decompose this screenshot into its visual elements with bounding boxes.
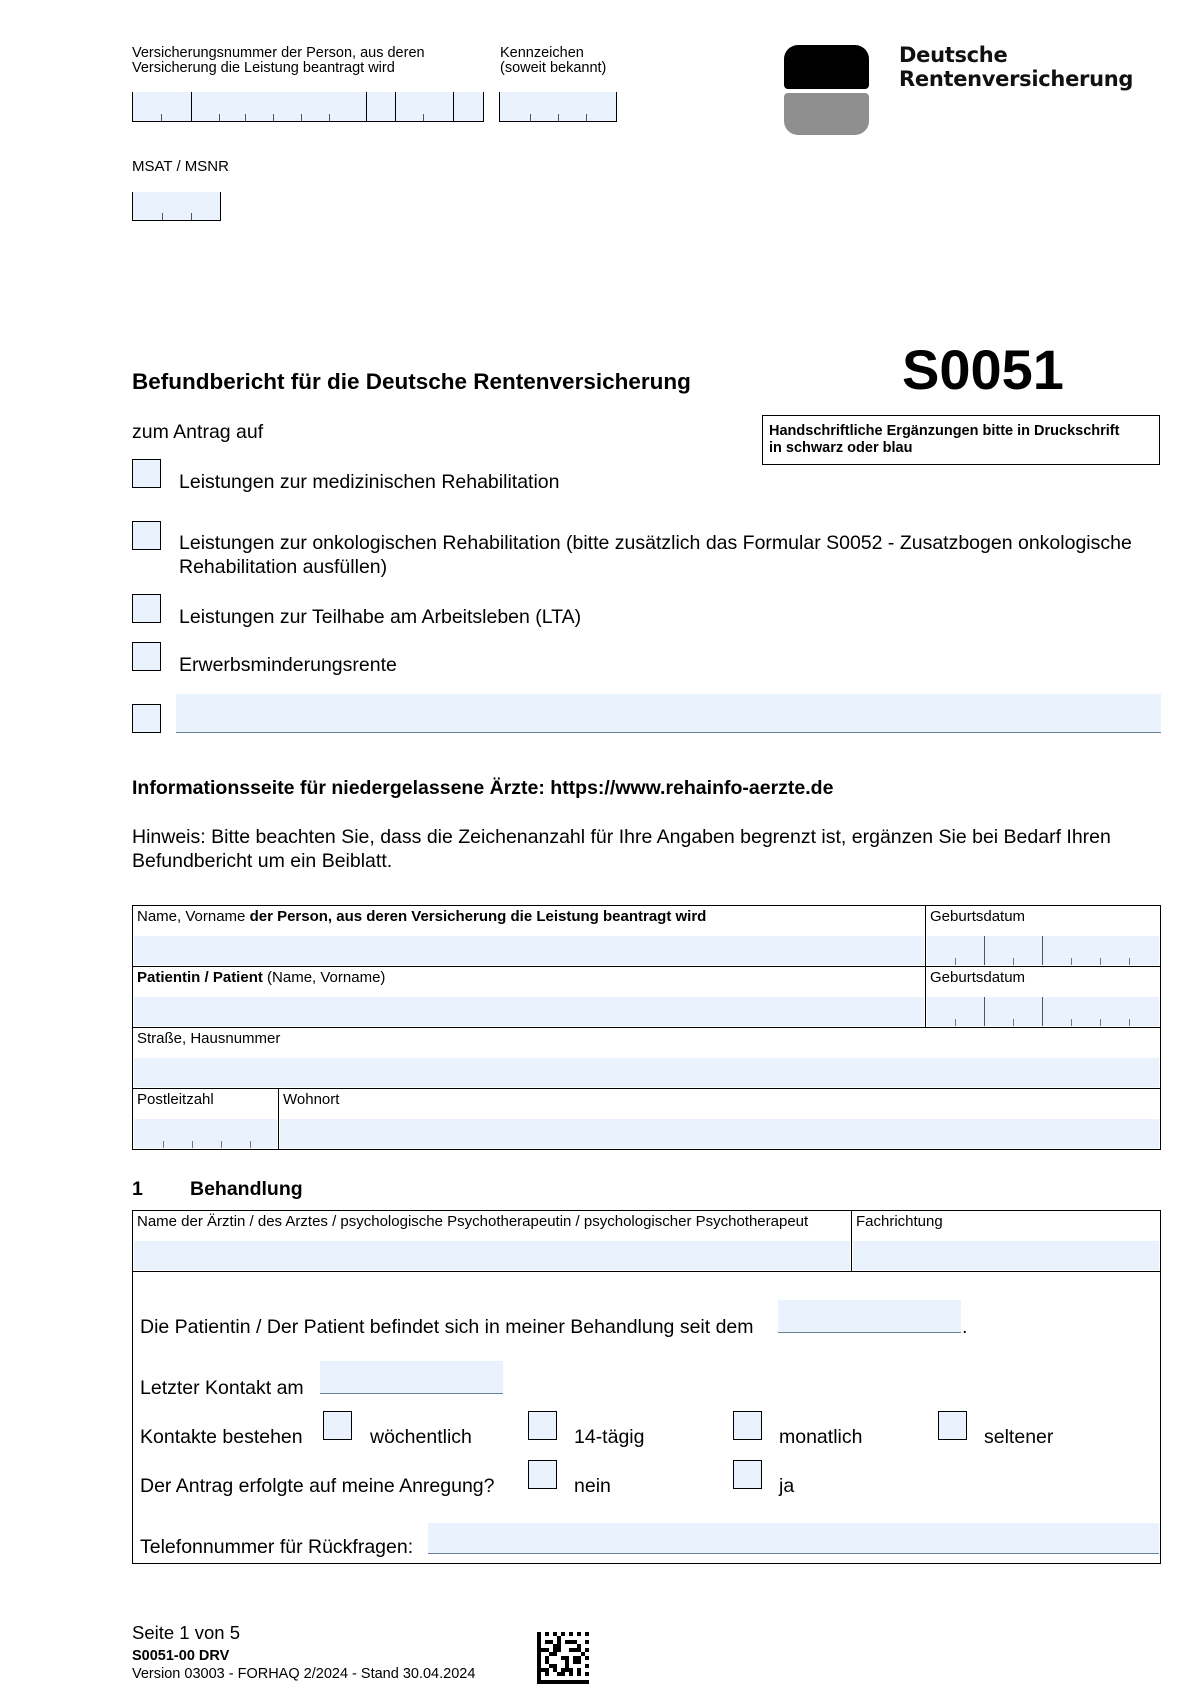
label-medical-rehab: Leistungen zur medizinischen Rehabilitation xyxy=(179,471,560,493)
patient-birthdate-field[interactable] xyxy=(927,997,1159,1026)
patient-name-field[interactable] xyxy=(134,997,924,1026)
insured-name-label-plain: Name, Vorname xyxy=(137,908,250,925)
doctor-label: Name der Ärztin / des Arztes / psychologische Psychotherapeutin / psychologischer Psychotherapeut xyxy=(137,1213,809,1230)
hint-text xyxy=(132,825,1111,873)
other-application-field[interactable] xyxy=(176,694,1161,733)
city-field[interactable] xyxy=(280,1119,1159,1148)
checkbox-disability-pension[interactable] xyxy=(132,642,161,671)
version-info: Version 03003 - FORHAQ 2/2024 - Stand 30.04.2024 xyxy=(132,1666,476,1682)
contacts-label: Kontakte bestehen xyxy=(140,1426,303,1448)
patient-birthdate-label: Geburtsdatum xyxy=(930,969,1026,986)
phone-field[interactable] xyxy=(428,1523,1159,1554)
person-table xyxy=(132,905,1161,1150)
patient-label-bold: Patientin / Patient xyxy=(137,969,263,986)
subtitle: zum Antrag auf xyxy=(132,421,264,443)
street-field[interactable] xyxy=(134,1058,1159,1087)
street-label: Straße, Hausnummer xyxy=(137,1030,281,1047)
kennzeichen-label-line1: Kennzeichen xyxy=(500,45,584,61)
label-oncology-line1: Leistungen zur onkologischen Rehabilitation (bitte zusätzlich das Formular S0052 - Zusatzbogen onkologische xyxy=(179,532,1132,554)
insurance-number-label-line2: Versicherung die Leistung beantragt wird xyxy=(132,60,395,76)
zip-field[interactable] xyxy=(134,1119,277,1148)
checkbox-yes[interactable] xyxy=(733,1460,762,1489)
logo-black-shape xyxy=(784,45,869,89)
checkbox-biweekly[interactable] xyxy=(528,1411,557,1440)
last-contact-field[interactable] xyxy=(320,1361,503,1394)
logo-wordmark xyxy=(899,43,1133,91)
suggestion-label: Der Antrag erfolgte auf meine Anregung? xyxy=(140,1475,495,1497)
datamatrix-code-icon xyxy=(537,1632,589,1684)
checkbox-weekly[interactable] xyxy=(323,1411,352,1440)
insurance-number-field[interactable] xyxy=(132,92,484,122)
treatment-since-label: Die Patientin / Der Patient befindet sich in meiner Behandlung seit dem xyxy=(140,1316,754,1338)
patient-label xyxy=(137,970,385,986)
form-id: S0051-00 DRV xyxy=(132,1648,230,1664)
last-contact-label: Letzter Kontakt am xyxy=(140,1377,304,1399)
section1-title: Behandlung xyxy=(190,1178,303,1200)
insured-name-label-bold: der Person, aus deren Versicherung die Leistung beantragt wird xyxy=(249,908,707,925)
treatment-since-field[interactable] xyxy=(778,1300,961,1333)
specialty-label: Fachrichtung xyxy=(856,1213,943,1230)
handwriting-note-line1: Handschriftliche Ergänzungen bitte in Druckschrift xyxy=(769,423,1120,439)
kennzeichen-label-line2: (soweit bekannt) xyxy=(500,60,607,76)
insured-name-field[interactable] xyxy=(134,936,924,965)
city-label: Wohnort xyxy=(283,1091,340,1108)
insured-name-label xyxy=(137,909,706,925)
label-oncology-line2: Rehabilitation ausfüllen) xyxy=(179,556,388,578)
insurance-number-label-line1: Versicherungsnummer der Person, aus deren xyxy=(132,45,425,61)
label-lta: Leistungen zur Teilhabe am Arbeitsleben (LTA) xyxy=(179,606,582,628)
treatment-table xyxy=(132,1210,1161,1564)
logo-line1: Deutsche xyxy=(899,43,1008,67)
msat-field[interactable] xyxy=(132,192,221,221)
info-link[interactable]: Informationsseite für niedergelassene Ärzte: https://www.rehainfo-aerzte.de xyxy=(132,777,834,799)
checkbox-other[interactable] xyxy=(132,704,161,733)
checkbox-no[interactable] xyxy=(528,1460,557,1489)
section1-number: 1 xyxy=(132,1178,143,1200)
page-number: Seite 1 von 5 xyxy=(132,1622,240,1643)
treatment-since-suffix: . xyxy=(962,1316,968,1338)
handwriting-note xyxy=(762,415,1160,465)
label-less-often: seltener xyxy=(984,1426,1054,1448)
kennzeichen-label xyxy=(500,46,606,76)
checkbox-oncology-rehab[interactable] xyxy=(132,521,161,550)
label-no: nein xyxy=(574,1475,611,1497)
form-code: S0051 xyxy=(902,338,1064,401)
insured-birthdate-label: Geburtsdatum xyxy=(930,908,1026,925)
zip-label: Postleitzahl xyxy=(137,1091,214,1108)
kennzeichen-field[interactable] xyxy=(499,92,617,122)
checkbox-medical-rehab[interactable] xyxy=(132,459,161,488)
handwriting-note-line2: in schwarz oder blau xyxy=(769,440,913,456)
label-oncology-rehab xyxy=(179,531,1132,579)
hint-line1: Hinweis: Bitte beachten Sie, dass die Zeichenanzahl für Ihre Angaben begrenzt ist, ergänzen Sie bei Bedarf Ihren xyxy=(132,826,1111,848)
page-title: Befundbericht für die Deutsche Rentenversicherung xyxy=(132,369,691,394)
hint-line2: Befundbericht um ein Beiblatt. xyxy=(132,850,393,872)
label-weekly: wöchentlich xyxy=(370,1426,472,1448)
phone-label: Telefonnummer für Rückfragen: xyxy=(140,1536,414,1558)
logo-grey-shape xyxy=(784,93,869,135)
msat-label: MSAT / MSNR xyxy=(132,158,229,175)
checkbox-less-often[interactable] xyxy=(938,1411,967,1440)
label-yes: ja xyxy=(779,1475,795,1497)
patient-label-plain: (Name, Vorname) xyxy=(262,969,386,986)
label-biweekly: 14-tägig xyxy=(574,1426,645,1448)
label-monthly: monatlich xyxy=(779,1426,863,1448)
label-disability-pension: Erwerbsminderungsrente xyxy=(179,654,397,676)
doctor-field[interactable] xyxy=(134,1241,850,1270)
specialty-field[interactable] xyxy=(853,1241,1159,1270)
checkbox-lta[interactable] xyxy=(132,594,161,623)
insured-birthdate-field[interactable] xyxy=(927,936,1159,965)
checkbox-monthly[interactable] xyxy=(733,1411,762,1440)
insurance-number-label xyxy=(132,46,425,76)
other-application-input[interactable] xyxy=(176,694,1161,732)
logo-line2: Rentenversicherung xyxy=(899,67,1134,91)
